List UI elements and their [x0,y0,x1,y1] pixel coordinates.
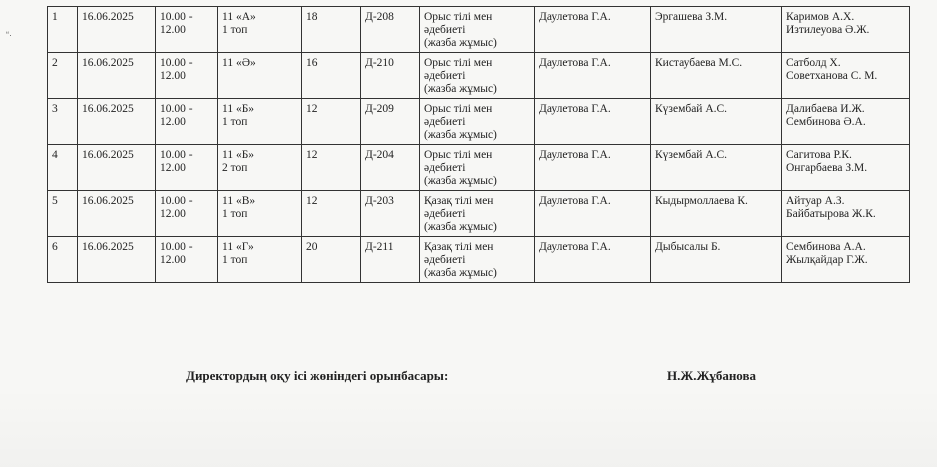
cell-student-count-text: 16 [306,57,318,69]
cell-assistant [651,237,782,283]
cell-assistant-text: Кыдырмоллаева К. [655,195,748,207]
cell-number [48,53,78,99]
cell-subject-text: Қазақ тілі мен [424,195,494,207]
cell-room [361,7,420,53]
cell-student-count [302,53,361,99]
cell-assistant-text: Эргашева З.М. [655,11,728,23]
cell-room [361,237,420,283]
signature-name: Н.Ж.Жұбанова [667,368,757,383]
cell-assistant [651,7,782,53]
cell-observers-text: Айтуар А.З. [786,195,845,207]
cell-observers [782,237,910,283]
cell-subject-text: әдебиеті [424,24,466,36]
cell-class-text: 11 «Б» [222,149,255,161]
cell-date-text: 16.06.2025 [82,195,134,207]
cell-number-text: 6 [52,241,58,253]
table-row [48,145,910,191]
cell-date [78,145,156,191]
cell-subject-text: Қазақ тілі мен [424,241,494,253]
cell-time [156,191,218,237]
table-row [48,99,910,145]
cell-student-count [302,145,361,191]
cell-room-text: Д-203 [365,195,394,207]
cell-time [156,145,218,191]
cell-student-count [302,99,361,145]
cell-number-text: 1 [52,11,58,23]
cell-time [156,53,218,99]
cell-class-text: 11 «Б» [222,103,255,115]
cell-observers-text: Онгарбаева З.М. [786,162,868,174]
cell-teacher [535,191,651,237]
cell-room-text: Д-211 [365,241,394,253]
cell-student-count-text: 12 [306,103,318,115]
cell-time [156,99,218,145]
cell-teacher-text: Даулетова Г.А. [539,241,611,253]
cell-subject-text: Орыс тілі мен [424,57,493,69]
cell-class-text: 1 топ [222,116,248,128]
cell-subject-text: (жазба жұмыс) [424,267,497,279]
cell-observers [782,7,910,53]
table-row [48,237,910,283]
cell-subject [420,7,535,53]
cell-time-text: 12.00 [160,116,186,128]
cell-student-count [302,237,361,283]
cell-assistant [651,53,782,99]
cell-class [218,7,302,53]
cell-date-text: 16.06.2025 [82,57,134,69]
cell-subject-text: Орыс тілі мен [424,103,493,115]
cell-class [218,237,302,283]
cell-class-text: 2 топ [222,162,248,174]
scan-shade [0,387,937,467]
cell-observers [782,145,910,191]
cell-room-text: Д-208 [365,11,394,23]
cell-room [361,145,420,191]
cell-time-text: 10.00 - [160,241,193,253]
cell-date [78,191,156,237]
cell-date-text: 16.06.2025 [82,103,134,115]
cell-number-text: 2 [52,57,58,69]
cell-time [156,7,218,53]
cell-observers-text: Сагитова Р.К. [786,149,852,161]
cell-class-text: 11 «А» [222,11,256,23]
cell-observers [782,191,910,237]
cell-class-text: 11 «Г» [222,241,254,253]
cell-room [361,53,420,99]
cell-student-count [302,191,361,237]
cell-class-text: 11 «Ә» [222,57,256,69]
cell-room [361,99,420,145]
cell-date [78,237,156,283]
cell-number-text: 3 [52,103,58,115]
cell-room-text: Д-204 [365,149,394,161]
cell-time-text: 12.00 [160,254,186,266]
cell-time-text: 12.00 [160,162,186,174]
cell-date [78,7,156,53]
cell-observers-text: Сатболд Х. [786,57,841,69]
cell-time-text: 10.00 - [160,195,193,207]
cell-date [78,53,156,99]
cell-subject [420,237,535,283]
cell-observers-text: Далибаева И.Ж. [786,103,865,115]
cell-time-text: 12.00 [160,70,186,82]
cell-number [48,99,78,145]
cell-number [48,237,78,283]
cell-class [218,53,302,99]
cell-room-text: Д-210 [365,57,394,69]
cell-student-count-text: 20 [306,241,318,253]
cell-observers-text: Сембинова Ә.А. [786,116,866,128]
cell-subject-text: әдебиеті [424,254,466,266]
cell-time-text: 10.00 - [160,57,193,69]
cell-class [218,191,302,237]
cell-observers-text: Жылқайдар Г.Ж. [786,254,868,266]
cell-subject-text: әдебиеті [424,162,466,174]
cell-class [218,145,302,191]
cell-observers-text: Байбатырова Ж.К. [786,208,876,220]
cell-teacher-text: Даулетова Г.А. [539,11,611,23]
table-row [48,191,910,237]
cell-subject-text: (жазба жұмыс) [424,83,497,95]
cell-date-text: 16.06.2025 [82,11,134,23]
cell-student-count-text: 12 [306,195,318,207]
cell-subject-text: әдебиеті [424,208,466,220]
cell-assistant [651,99,782,145]
cell-date-text: 16.06.2025 [82,149,134,161]
cell-subject [420,191,535,237]
cell-time-text: 12.00 [160,24,186,36]
cell-observers [782,99,910,145]
cell-number [48,191,78,237]
cell-teacher-text: Даулетова Г.А. [539,195,611,207]
cell-subject [420,99,535,145]
cell-student-count-text: 12 [306,149,318,161]
cell-time-text: 12.00 [160,208,186,220]
cell-class-text: 1 топ [222,254,248,266]
cell-subject-text: әдебиеті [424,116,466,128]
cell-number-text: 5 [52,195,58,207]
cell-subject-text: (жазба жұмыс) [424,129,497,141]
cell-teacher-text: Даулетова Г.А. [539,149,611,161]
cell-date [78,99,156,145]
cell-subject-text: әдебиеті [424,70,466,82]
cell-teacher [535,53,651,99]
scan-mark: “· [6,30,12,40]
cell-assistant-text: Күзембай А.С. [655,103,728,115]
table-row [48,53,910,99]
cell-subject [420,145,535,191]
cell-observers-text: Каримов А.Х. [786,11,855,23]
cell-date-text: 16.06.2025 [82,241,134,253]
cell-class-text: 11 «В» [222,195,256,207]
table-row [48,7,910,53]
cell-teacher [535,99,651,145]
cell-teacher-text: Даулетова Г.А. [539,103,611,115]
cell-number-text: 4 [52,149,58,161]
cell-subject-text: (жазба жұмыс) [424,221,497,233]
cell-student-count [302,7,361,53]
cell-assistant-text: Күзембай А.С. [655,149,728,161]
cell-subject [420,53,535,99]
cell-class-text: 1 топ [222,208,248,220]
cell-subject-text: (жазба жұмыс) [424,37,497,49]
cell-room-text: Д-209 [365,103,394,115]
cell-number [48,7,78,53]
cell-student-count-text: 18 [306,11,318,23]
cell-time-text: 10.00 - [160,149,193,161]
cell-subject-text: (жазба жұмыс) [424,175,497,187]
cell-teacher-text: Даулетова Г.А. [539,57,611,69]
cell-teacher [535,237,651,283]
cell-time-text: 10.00 - [160,103,193,115]
cell-teacher [535,145,651,191]
cell-observers-text: Советханова С. М. [786,70,878,82]
cell-observers-text: Изтилеуова Ә.Ж. [786,24,870,36]
cell-assistant [651,145,782,191]
cell-class-text: 1 топ [222,24,248,36]
cell-class [218,99,302,145]
cell-teacher [535,7,651,53]
cell-subject-text: Орыс тілі мен [424,11,493,23]
cell-assistant [651,191,782,237]
signature-label: Директордың оқу ісі жөніндегі орынбасары: [186,368,449,383]
cell-assistant-text: Дыбысалы Б. [655,241,721,253]
cell-number [48,145,78,191]
cell-time-text: 10.00 - [160,11,193,23]
cell-observers-text: Сембинова А.А. [786,241,866,253]
exam-schedule-table [47,6,910,283]
cell-observers [782,53,910,99]
cell-subject-text: Орыс тілі мен [424,149,493,161]
cell-time [156,237,218,283]
cell-assistant-text: Кистаубаева М.С. [655,57,743,69]
cell-room [361,191,420,237]
